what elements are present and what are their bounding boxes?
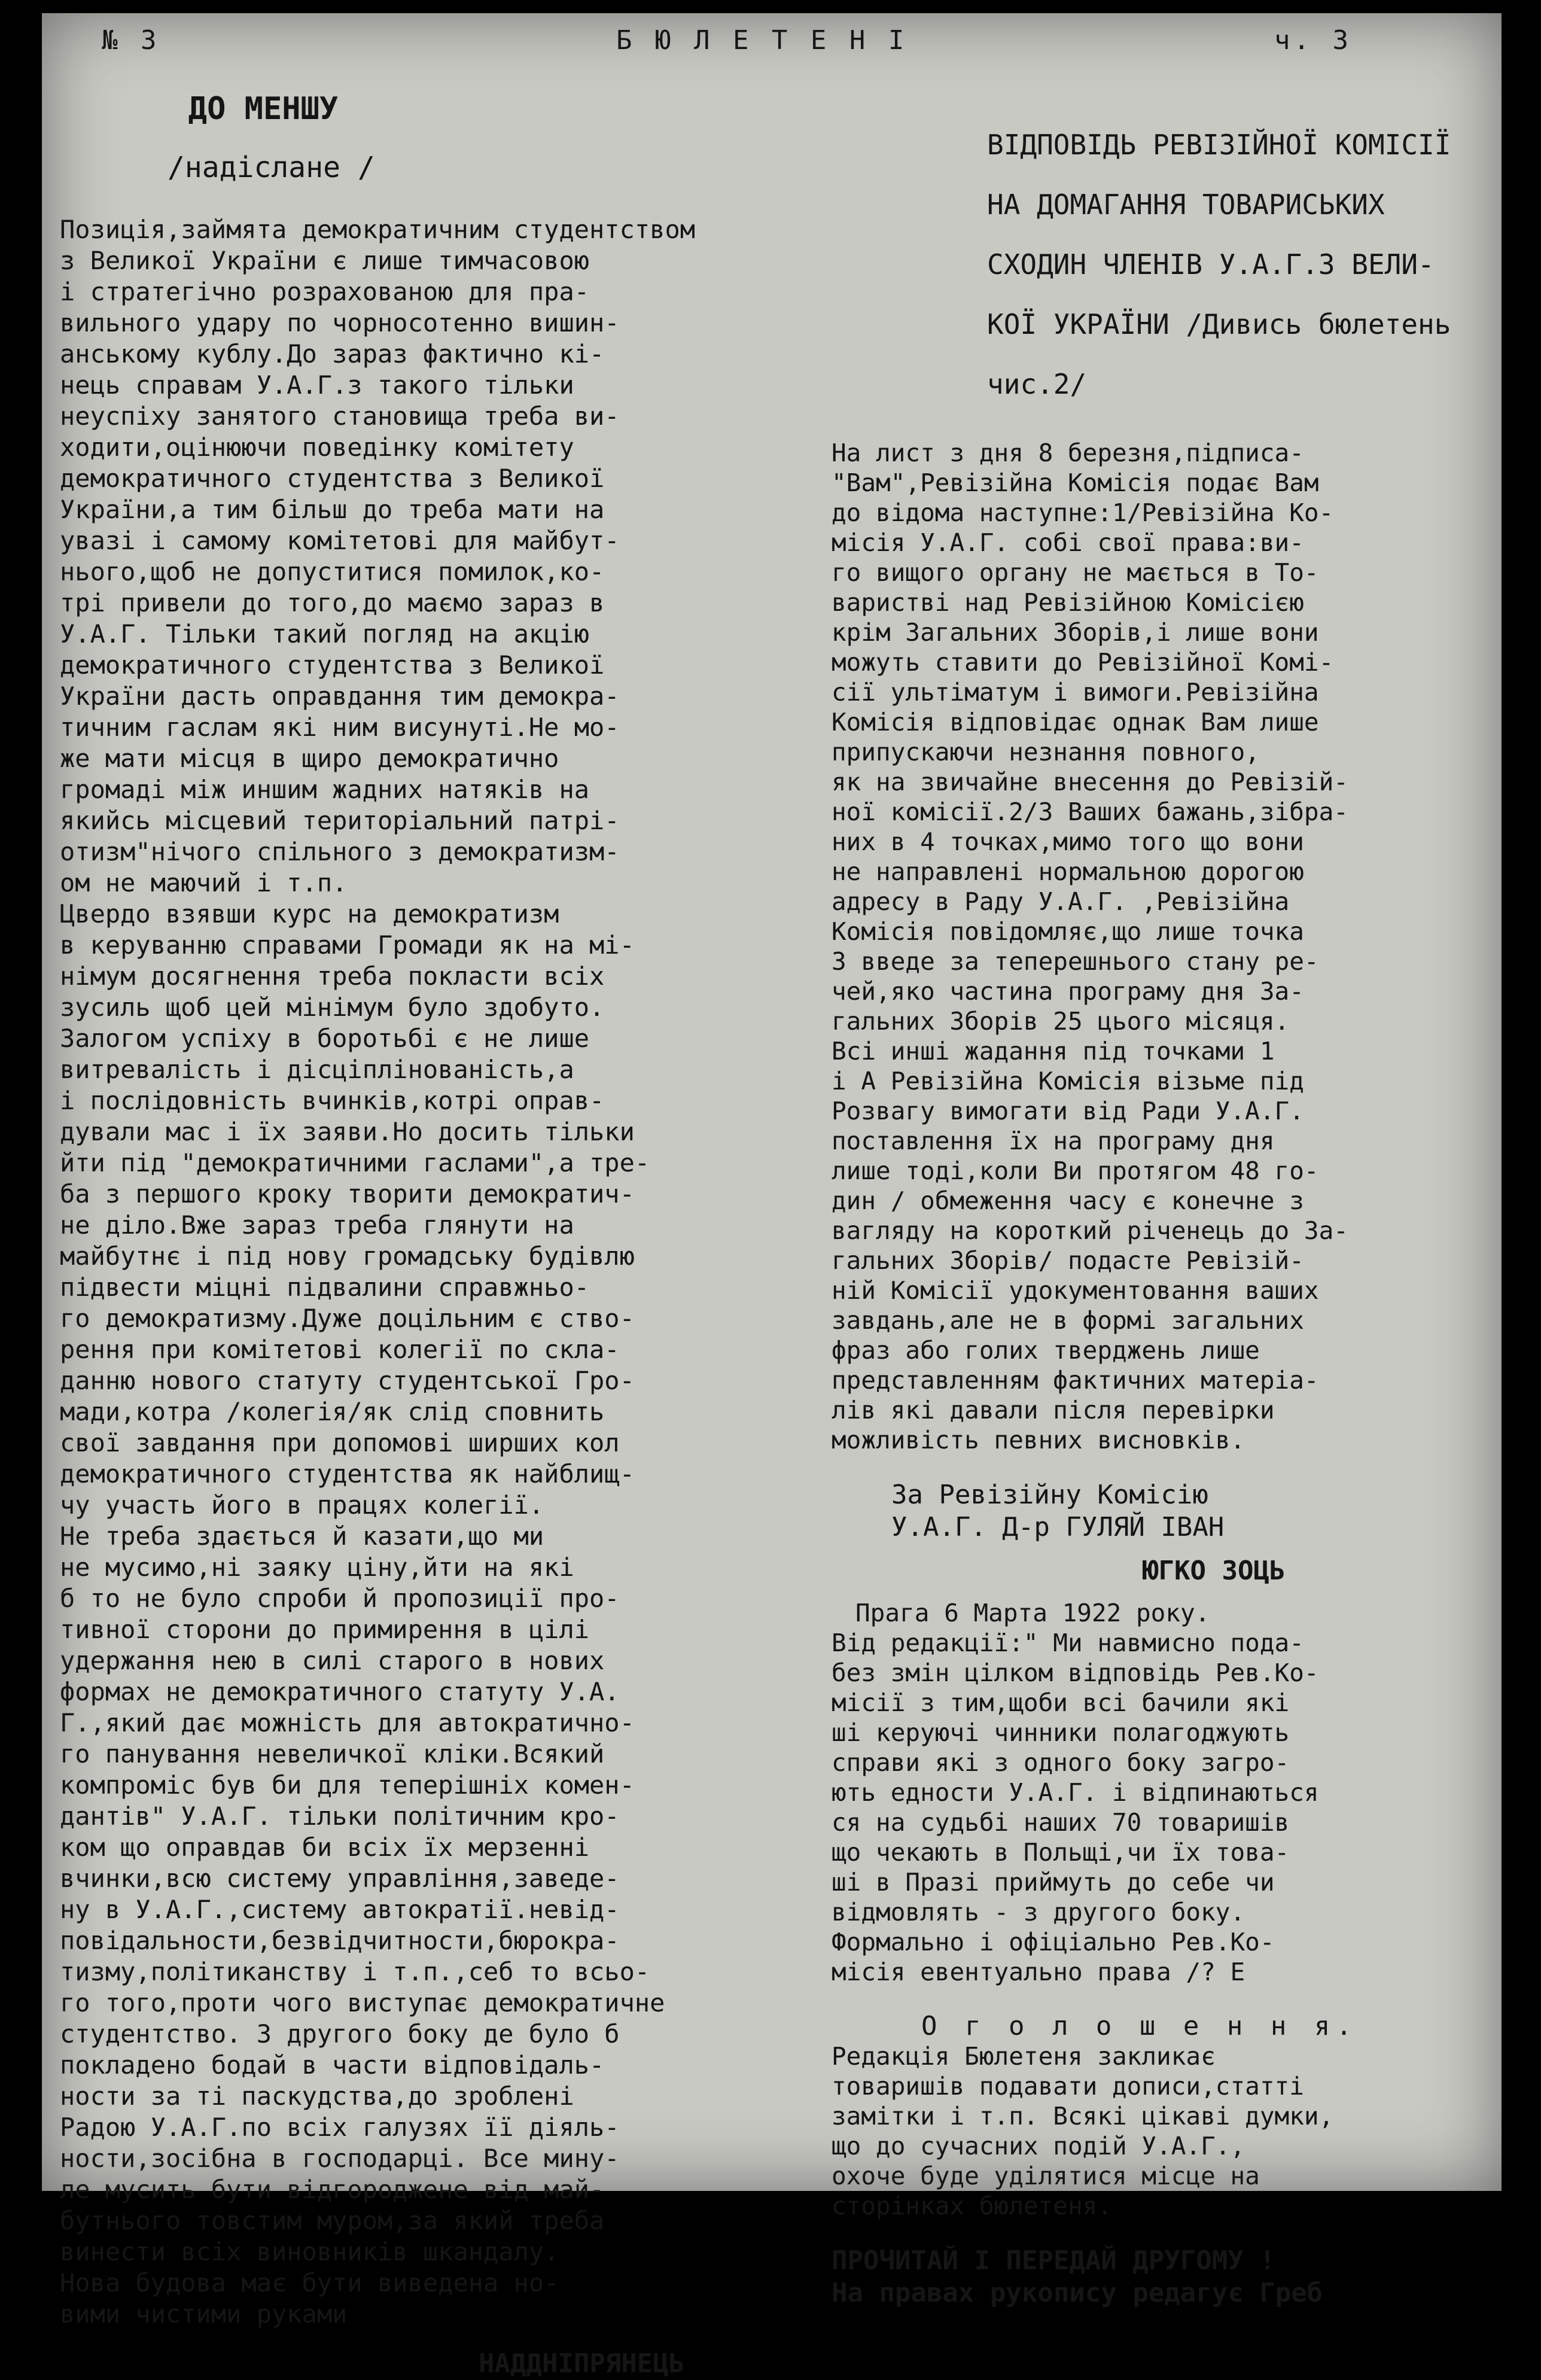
right-column [832,115,1478,2309]
left-article-title: ДО МЕНШУ [188,91,339,127]
issue-number: № 3 [102,25,160,56]
announcement-body: Редакція Бюлетеня закликає товаришів подавати дописи,статті замітки і т.п. Всякі цікаві думки, що до сучасних подій У.А.Г., охоче буде уділятися місце на сторінках бюлетеня. [832,2042,1334,2220]
right-article-signature2: ЮГКО ЗОЦЬ [1143,1556,1286,1586]
left-article-byline: /надіслане / [168,151,375,184]
right-article-title: ВІДПОВІДЬ РЕВІЗІЙНОЇ КОМІСІЇ НА ДОМАГАННЯ ТОВАРИСЬКИХ СХОДИН ЧЛЕНІВ У.А.Г.З ВЕЛИ- КОЇ УКРАЇНИ /Дивись бюлетень чис.2/ [987,129,1451,400]
left-article-body: Позиція,займята демократичним студентством з Великої України є лише тимчасовою і стратегічно розрахованою для пра- вильного удару по чорносотенно вишин- анському кублу.До зараз фактично кі- нець справам У.А.Г.з такого тільки неуспіху занятого становища треба ви- ходити,оцінюючи поведінку комітету демократичного студентства з Великої України,а тим більш до треба мати на увазі і самому комітетові для майбут- нього,щоб не допуститися помилок,ко- трі привели до того,до маємо зараз в У.А.Г. Тільки такий погляд на акцію демократичного студентства з Великої України дасть оправдання тим демокра- тичним гаслам які ним висунуті.Не мо- же мати місця в щиро демократично громаді між иншим жадних натяків на якийсь місцевий територіальний патрі- отизм"нічого спільного з демократизм- ом не маючий і т.п. Цвердо взявши курс на демократизм в керуванню справами Громади як на мі- німум досягнення треба покласти всіх зусиль щоб цей мінімум було здобуто. Залогом успіху в боротьбі є не лише витревалість і дісціплінованість,а і послідовність вчинків,котрі оправ- дували мас і їх заяви.Но досить тільки йти під "демократичними гаслами",а тре- ба з першого кроку творити демократич- не діло.Вже зараз треба глянути на майбутнє і під нову громадську будівлю підвести міцні підвалини справжньо- го демократизму.Дуже доцільним є ство- рення при комітетові колегії по скла- данню нового статуту студентської Гро- мади,котра /колегія/як слід сповнить свої завдання при допомові ширших кол демократичного студентства як найблищ- чу участь його в працях колегії. Не треба здається й казати,що ми не мусимо,ні заяку ціну,йти на які б то не було спроби й пропозиції про- тивної сторони до примирення в цілі удержання нею в силі старого в нових формах не демократичного статуту У.А. Г.,який дає можність для автократично- го панування невеличкої кліки.Всякий компроміс був би для теперішніх комен- дантів" У.А.Г. тільки політичним кро- ком що оправдав би всіх їх мерзенні вчинки,всю систему управління,заведе- ну в У.А.Г.,систему автократії.невід- повідальности,безвідчитности,бюрокра- тизму,політиканству і т.п.,себ то всьо- го того,проти чого виступає демократичне студентство. З другого боку де було б покладено бодай в части відповідаль- ности за ті паскудства,до зроблені Радою У.А.Г.по всіх галузях її діяль- ности,зосібна в господарці. Все мину- ле мусить бути відгороджене від май- бутнього товстим муром,за який треба винести всіх виновників шкандалу. Нова будова має бути виведена но- вими чистими руками [60,215,696,2329]
page-number: ч. 3 [1274,25,1352,56]
right-article-signature: За Ревізійну Комісію У.А.Г. Д-р ГУЛЯЙ ІВАН [891,1480,1225,1542]
left-column [60,91,897,2380]
date-line: Прага 6 Марта 1922 року. [855,1599,1210,1627]
paper-name: Б Ю Л Е Т Е Н І [616,25,908,56]
announcement-heading: О г о л о ш е н н я. [921,2011,1358,2041]
right-article-body: На лист з дня 8 березня,підписа- "Вам",Ревізійна Комісія подає Вам до відома наступне:1/Ревізійна Ко- місія У.А.Г. собі свої права:ви- го вищого органу не мається в То- варистві над Ревізійною Комісією крім Загальних Зборів,і лише вони можуть ставити до Ревізійної Комі- сії ультіматум і вимоги.Ревізійна Комісія відповідає однак Вам лише припускаючи незнання повного, як на звичайне внесення до Ревізій- ної комісії.2/З Ваших бажань,зібра- них в 4 точках,мимо того що вони не направлені нормальною дорогою адресу в Раду У.А.Г. ,Ревізійна Комісія повідомляє,що лише точка 3 введе за теперешнього стану ре- чей,яко частина програму дня За- гальних Зборів 25 цього місяця. Всі инші жадання під точками 1 і А Ревізійна Комісія візьме під Розвагу вимогати від Ради У.А.Г. поставлення їх на програму дня лише тоді,коли Ви протягом 48 го- дин / обмеження часу є конечне з вагляду на короткий річенець до За- гальних Зборів/ подасте Ревізій- ній Комісії удокументовання ваших завдань,але не в формі загальних фраз або голих тверджень лише представленням фактичних матеріа- лів які давали після перевірки можливість певних висновків. [832,439,1348,1454]
closing-line: ПРОЧИТАЙ І ПЕРЕДАЙ ДРУГОМУ ! На правах рукопису редагує Греб [832,2245,1323,2308]
document-page [42,13,1502,2379]
left-article-signature: НАДДНІПРЯНЕЦЬ [479,2348,685,2379]
editorial-note: Від редакції:" Ми навмисно пода- без змін цілком відповідь Рев.Ко- місії з тим,щоби всі бачили які ші керуючі чинники полагоджують справи які з одного боку загро- ють едности У.А.Г. і відпинаються ся на судьбі наших 70 товаришів що чекають в Польщі,чи їх това- ші в Празі приймуть до себе чи відмовлять - з другого боку. Формально і офіціально Рев.Ко- місія евентуально права /? Е [832,1629,1319,1986]
